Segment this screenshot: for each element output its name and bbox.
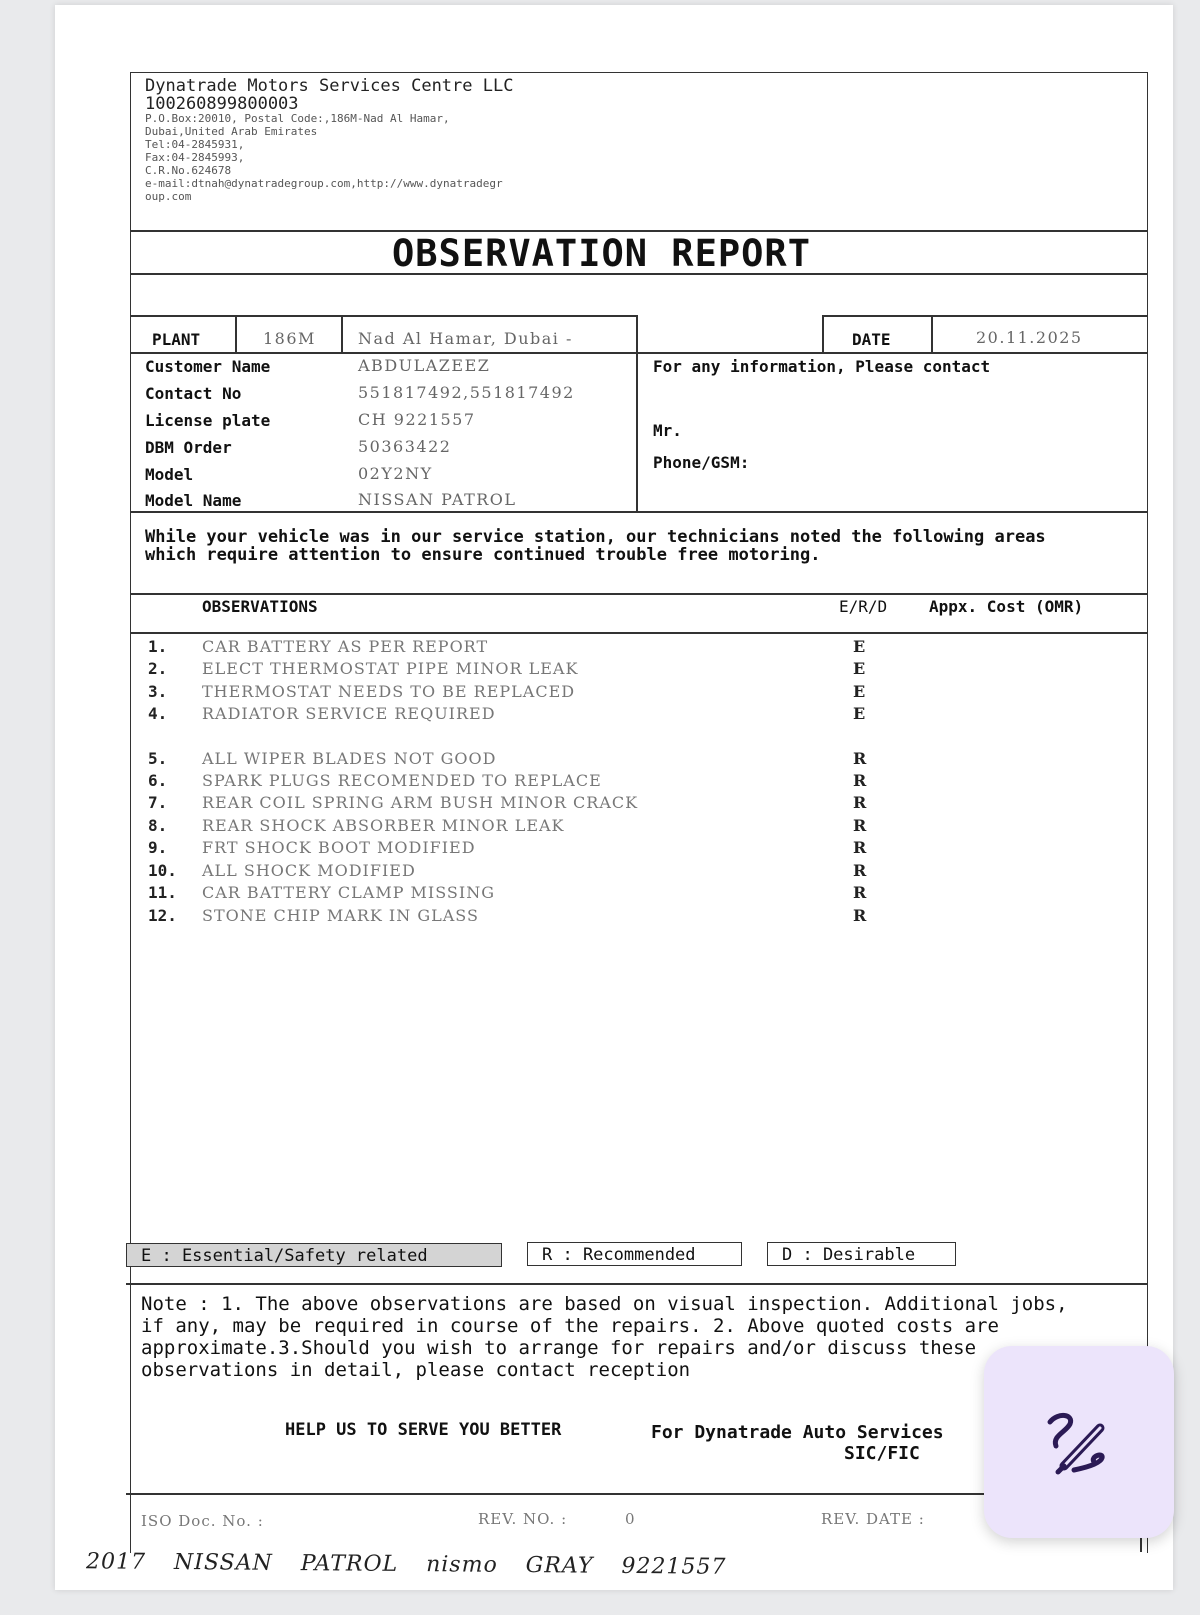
- list-item: [148, 793, 167, 812]
- divider: [130, 593, 1147, 595]
- item-code: R: [853, 883, 867, 902]
- item-text: CAR BATTERY CLAMP MISSING: [202, 883, 495, 902]
- observations-header: OBSERVATIONS: [202, 597, 318, 616]
- item-text: SPARK PLUGS RECOMENDED TO REPLACE: [202, 771, 602, 790]
- dbm-order-value: 50363422: [358, 437, 452, 456]
- customer-name-label: Customer Name: [145, 357, 271, 376]
- rev-no-value: 0: [625, 1510, 636, 1528]
- list-item: [148, 816, 167, 835]
- item-number: 3.: [148, 682, 168, 701]
- item-text: ELECT THERMOSTAT PIPE MINOR LEAK: [202, 659, 579, 678]
- license-plate-label: License plate: [145, 411, 271, 430]
- divider: [822, 315, 824, 353]
- item-text: CAR BATTERY AS PER REPORT: [202, 637, 489, 656]
- item-number: 2.: [148, 659, 168, 678]
- item-code: E: [853, 682, 866, 701]
- company-id: 100260899800003: [145, 94, 299, 114]
- divider: [130, 352, 1147, 354]
- page-title: OBSERVATION REPORT: [392, 232, 811, 275]
- address-line: P.O.Box:20010, Postal Code:,186M-Nad Al Hamar,: [145, 112, 450, 125]
- address-line: C.R.No.624678: [145, 164, 232, 177]
- list-item: [148, 749, 167, 768]
- erd-header: E/R/D: [839, 597, 888, 616]
- item-number: 4.: [148, 704, 168, 723]
- edit-button[interactable]: [984, 1346, 1174, 1538]
- intro-paragraph: While your vehicle was in our service station, our technicians noted the following areas which require attention to ensure continued trouble free motoring.: [145, 527, 1046, 565]
- divider: [341, 315, 343, 353]
- company-name: Dynatrade Motors Services Centre LLC: [145, 76, 514, 96]
- dbm-order-label: DBM Order: [145, 438, 232, 457]
- note-paragraph: Note : 1. The above observations are based on visual inspection. Additional jobs, if any, may be required in course of the repairs. 2. Above quoted costs are approximate.3.Should you wish to arrange for repairs and/or discuss these observations in detail, please contact reception: [141, 1293, 1068, 1381]
- plant-code: 186M: [263, 329, 316, 348]
- item-number: 10.: [148, 861, 177, 880]
- item-text: STONE CHIP MARK IN GLASS: [202, 906, 479, 925]
- slogan: HELP US TO SERVE YOU BETTER: [285, 1420, 562, 1440]
- item-code: R: [853, 816, 867, 835]
- iso-doc-label: ISO Doc. No. :: [141, 1512, 264, 1530]
- item-code: R: [853, 861, 867, 880]
- item-number: 1.: [148, 637, 168, 656]
- item-text: RADIATOR SERVICE REQUIRED: [202, 704, 496, 723]
- item-code: E: [853, 637, 866, 656]
- contact-no-label: Contact No: [145, 384, 242, 403]
- address-line: e-mail:dtnah@dynatradegroup.com,http://www.dynatradegr: [145, 177, 503, 190]
- rev-date-label: REV. DATE :: [821, 1510, 925, 1528]
- item-code: R: [853, 838, 867, 857]
- divider: [822, 315, 1147, 317]
- legend-essential: E : Essential/Safety related: [126, 1243, 502, 1267]
- model-name-label: Model Name: [145, 491, 242, 510]
- item-text: REAR SHOCK ABSORBER MINOR LEAK: [202, 816, 565, 835]
- item-number: 11.: [148, 883, 177, 902]
- legend-recommended: R : Recommended: [527, 1242, 742, 1266]
- divider: [931, 315, 933, 353]
- item-code: R: [853, 906, 867, 925]
- cost-header: Appx. Cost (OMR): [929, 597, 1084, 616]
- model-value: 02Y2NY: [358, 464, 433, 483]
- item-text: FRT SHOCK BOOT MODIFIED: [202, 838, 476, 857]
- address-line: Dubai,United Arab Emirates: [145, 125, 318, 138]
- contact-no-value: 551817492,551817492: [358, 383, 575, 402]
- item-code: R: [853, 793, 867, 812]
- item-number: 12.: [148, 906, 177, 925]
- model-name-value: NISSAN PATROL: [358, 490, 517, 509]
- item-code: R: [853, 749, 867, 768]
- list-item: [148, 637, 167, 656]
- customer-name-value: ABDULAZEEZ: [358, 356, 491, 375]
- divider: [130, 632, 1147, 634]
- contact-phone-label: Phone/GSM:: [653, 453, 750, 472]
- pen-edit-icon: [1044, 1406, 1114, 1476]
- list-item: [148, 838, 167, 857]
- divider: [126, 1283, 1147, 1285]
- list-item: [148, 682, 167, 701]
- item-code: E: [853, 659, 866, 678]
- date-value: 20.11.2025: [976, 328, 1083, 347]
- divider: [130, 511, 1147, 513]
- plant-label: PLANT: [152, 330, 201, 349]
- address-line: Fax:04-2845993,: [145, 151, 245, 164]
- license-plate-value: CH 9221557: [358, 410, 476, 429]
- item-text: ALL SHOCK MODIFIED: [202, 861, 416, 880]
- date-label: DATE: [852, 330, 891, 349]
- item-code: R: [853, 771, 867, 790]
- item-number: 7.: [148, 793, 168, 812]
- list-item: [148, 861, 177, 880]
- address-line: oup.com: [145, 190, 192, 203]
- plant-location: Nad Al Hamar, Dubai -: [358, 329, 573, 348]
- handwritten-note: 2017 NISSAN PATROL nismo GRAY 9221557: [85, 1549, 727, 1580]
- item-text: REAR COIL SPRING ARM BUSH MINOR CRACK: [202, 793, 639, 812]
- rev-no-label: REV. NO. :: [478, 1510, 568, 1528]
- divider: [636, 315, 638, 512]
- divider: [235, 315, 237, 353]
- item-number: 9.: [148, 838, 168, 857]
- signature-line-2: SIC/FIC: [844, 1443, 920, 1464]
- address-line: Tel:04-2845931,: [145, 138, 245, 151]
- signature-line-1: For Dynatrade Auto Services: [651, 1422, 944, 1443]
- contact-intro: For any information, Please contact: [653, 357, 991, 376]
- item-number: 5.: [148, 749, 168, 768]
- divider: [130, 315, 637, 317]
- item-code: E: [853, 704, 866, 723]
- model-label: Model: [145, 465, 194, 484]
- legend-desirable: D : Desirable: [767, 1242, 956, 1266]
- item-text: THERMOSTAT NEEDS TO BE REPLACED: [202, 682, 576, 701]
- list-item: [148, 771, 167, 790]
- list-item: [148, 704, 167, 723]
- item-number: 6.: [148, 771, 168, 790]
- item-number: 8.: [148, 816, 168, 835]
- list-item: [148, 906, 177, 925]
- company-address: [145, 112, 503, 203]
- list-item: [148, 883, 177, 902]
- list-item: [148, 659, 167, 678]
- item-text: ALL WIPER BLADES NOT GOOD: [202, 749, 497, 768]
- contact-mr-label: Mr.: [653, 421, 682, 440]
